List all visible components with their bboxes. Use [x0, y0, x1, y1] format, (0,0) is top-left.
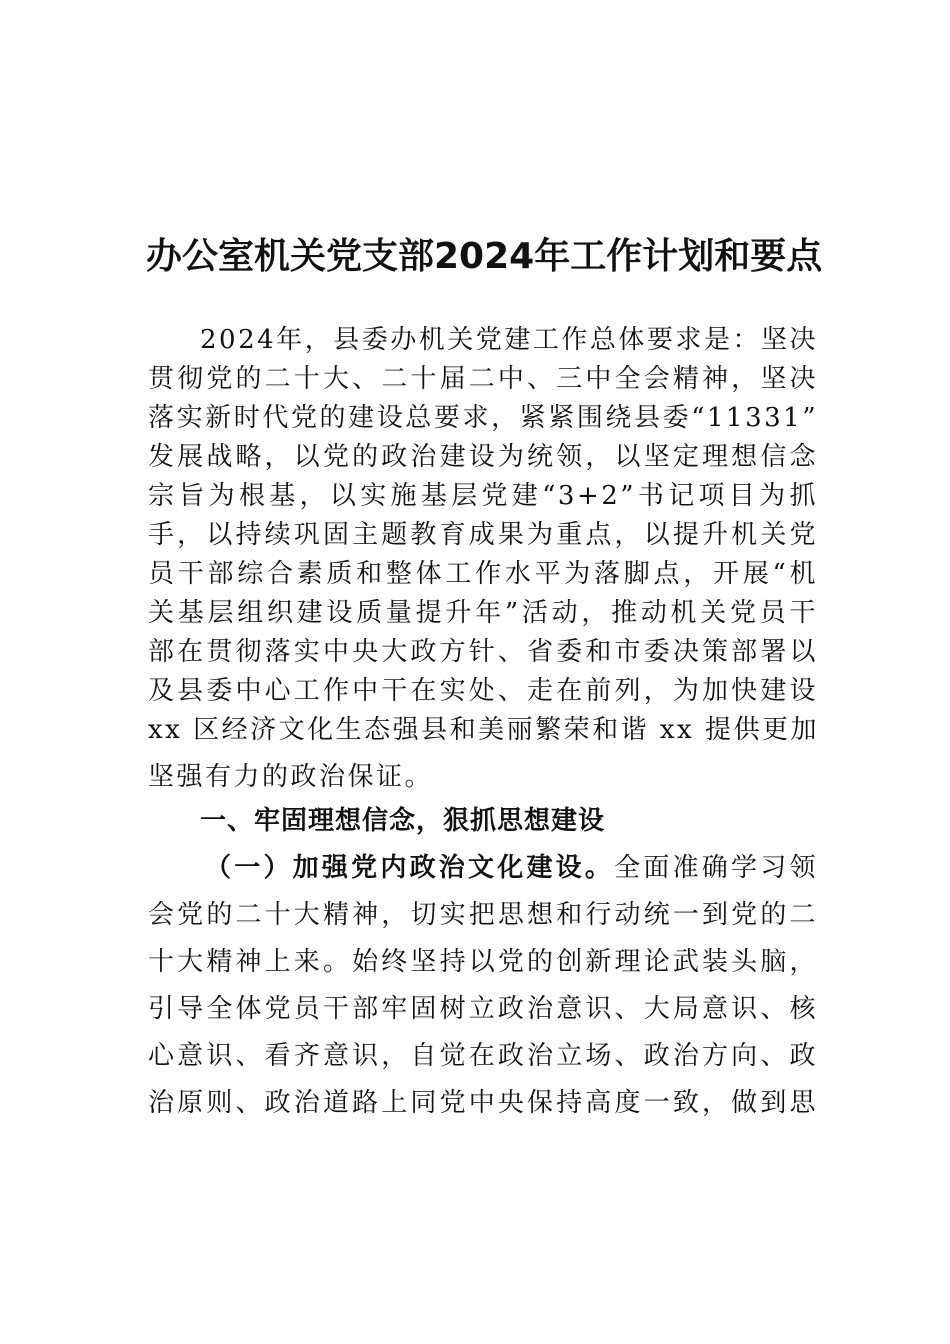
intro-line: 宗旨为根基，以实施基层党建“3+2”书记项目为抓	[148, 481, 818, 511]
intro-line: 落实新时代党的建设总要求，紧紧围绕县委“11331”	[148, 403, 818, 433]
intro-line: 关基层组织建设质量提升年”活动，推动机关党员干	[148, 598, 818, 628]
intro-line: xx 区经济文化生态强县和美丽繁荣和谐 xx 提供更加	[148, 715, 819, 745]
body-line: 十大精神上来。始终坚持以党的创新理论武装头脑，	[148, 947, 818, 977]
intro-line: 发展战略，以党的政治建设为统领，以坚定理想信念	[148, 442, 818, 472]
section-heading: 一、牢固理想信念，狠抓思想建设	[200, 806, 606, 836]
body-line: 会党的二十大精神，切实把思想和行动统一到党的二	[148, 900, 818, 930]
intro-line: 手，以持续巩固主题教育成果为重点，以提升机关党	[148, 520, 818, 550]
document-title: 办公室机关党支部2024年工作计划和要点	[146, 236, 823, 277]
subsection-text: 全面准确学习领	[614, 853, 818, 883]
body-line: 心意识、看齐意识，自觉在政治立场、政治方向、政	[148, 1041, 818, 1071]
subsection-title: （一）加强党内政治文化建设。	[205, 853, 615, 883]
intro-line: 及县委中心工作中干在实处、走在前列，为加快建设	[148, 676, 818, 706]
intro-line: 部在贯彻落实中央大政方针、省委和市委决策部署以	[148, 637, 818, 667]
body-line: 治原则、政治道路上同党中央保持高度一致，做到思	[148, 1088, 818, 1118]
subsection-first-line	[205, 848, 818, 888]
body-line: 引导全体党员干部牢固树立政治意识、大局意识、核	[148, 994, 818, 1024]
intro-line: 贯彻党的二十大、二十届二中、三中全会精神，坚决	[148, 364, 818, 394]
intro-line: 坚强有力的政治保证。	[148, 762, 434, 792]
intro-line: 员干部综合素质和整体工作水平为落脚点，开展“机	[148, 559, 818, 589]
intro-line: 2024年，县委办机关党建工作总体要求是：坚决	[200, 325, 818, 355]
